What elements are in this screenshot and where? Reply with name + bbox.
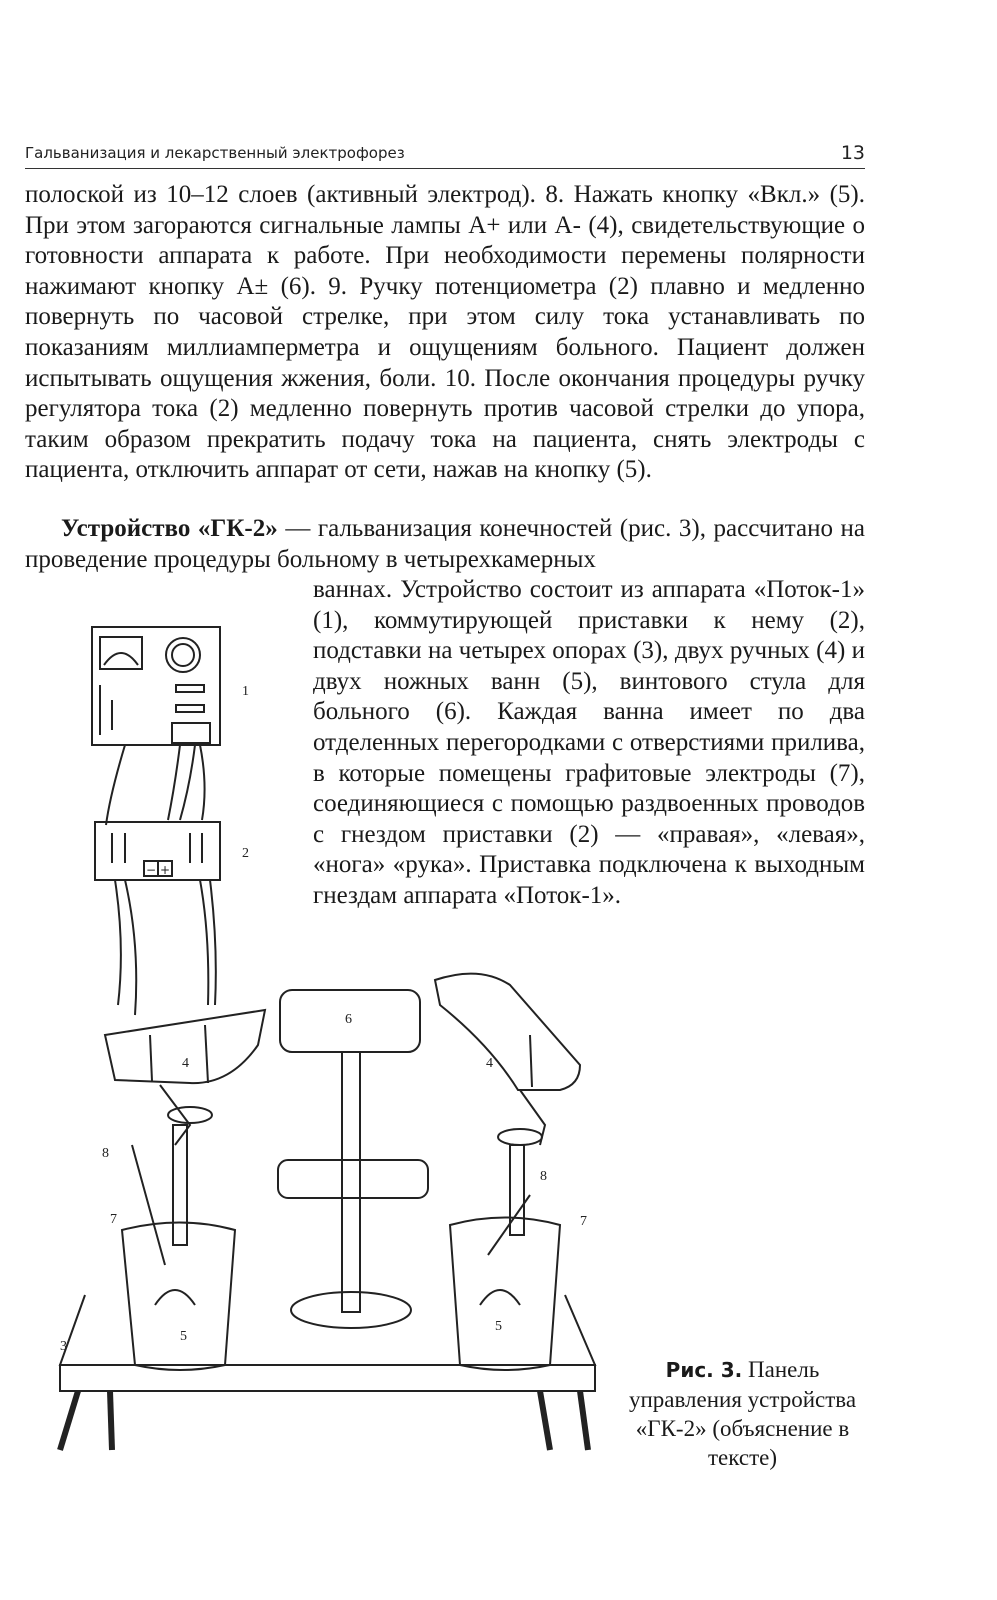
hand-bath-left [105, 1010, 265, 1245]
label-7-left: 7 [110, 1212, 117, 1227]
paragraph-1: полоской из 10–12 слоев (активный электрод). 8. Нажать кнопку «Вкл.» (5). При этом загораются сигнальные лампы А+ или А- (4), свидетельствующие о готовности аппарата к работе. При необходимости перемены полярности нажимают кнопку А± (6). 9. Ручку потенциометра (2) плавно и медленно повернуть по часовой стрелке, при этом силу тока устанавливать по показаниям миллиамперметра и ощущениям больного. Пациент должен испытывать ощущения жжения, боли. 10. После окончания процедуры ручку регулятора тока (2) медленно повернуть против часовой стрелки до упора, таким образом прекратить подачу тока на пациента, снять электроды с пациента, отключить аппарат от сети, нажав на кнопку (5). [25, 181, 865, 484]
label-8-right: 8 [540, 1169, 547, 1184]
label-2: 2 [242, 846, 249, 861]
foot-bath-right [450, 1218, 560, 1371]
figure-caption [620, 1355, 865, 1472]
paragraph-2 [25, 514, 865, 575]
caption-label: Рис. 3. [665, 1358, 743, 1382]
label-6: 6 [345, 1012, 352, 1027]
chapter-title: Гальванизация и лекарственный электрофорез [25, 144, 405, 162]
running-header [25, 142, 865, 169]
label-3: 3 [60, 1339, 67, 1354]
page-number: 13 [840, 142, 865, 164]
label-8-left: 8 [102, 1146, 109, 1161]
plus-sign: + [160, 863, 171, 877]
apparatus-potok-1 [92, 627, 220, 745]
figure-gk2-device [40, 605, 610, 1465]
label-4-right: 4 [486, 1056, 493, 1071]
label-7-right: 7 [580, 1214, 587, 1229]
switching-attachment [95, 822, 220, 880]
label-5-right: 5 [495, 1319, 502, 1334]
label-1: 1 [242, 684, 249, 699]
paragraph-2-lead: Устройство «ГК-2» [61, 515, 278, 542]
platform-stand [60, 1295, 595, 1450]
minus-sign: − [146, 863, 157, 877]
hand-bath-right [435, 974, 580, 1235]
paragraph-2-text: — гальванизация конечностей (рис. 3), рассчитано на проведение процедуры больному в четырехкамерных [25, 515, 865, 573]
label-5-left: 5 [180, 1329, 187, 1344]
paragraph-2-wrapped: ваннах. Устройство состоит из аппарата «Поток-1» (1), коммутирующей приставки к нему (2), подставки на четырех опорах (3), двух ручных (4) и двух ножных ванн (5), винтового стула для больного (6). Каждая ванна имеет по два отделенных перегородками с отверстиями прилива, в которые помещены графитовые электроды (7), соединяющиеся с помощью раздвоенных проводов с гнездом приставки (2) — «правая», «левая», «нога» «рука». Приставка подключена к выходным гнездам аппарата «Поток-1». [313, 576, 865, 909]
caption-text: Панель управления устройства «ГК-2» (объяснение в тексте) [628, 1357, 857, 1470]
chair [278, 990, 428, 1328]
label-4-left: 4 [182, 1056, 189, 1071]
